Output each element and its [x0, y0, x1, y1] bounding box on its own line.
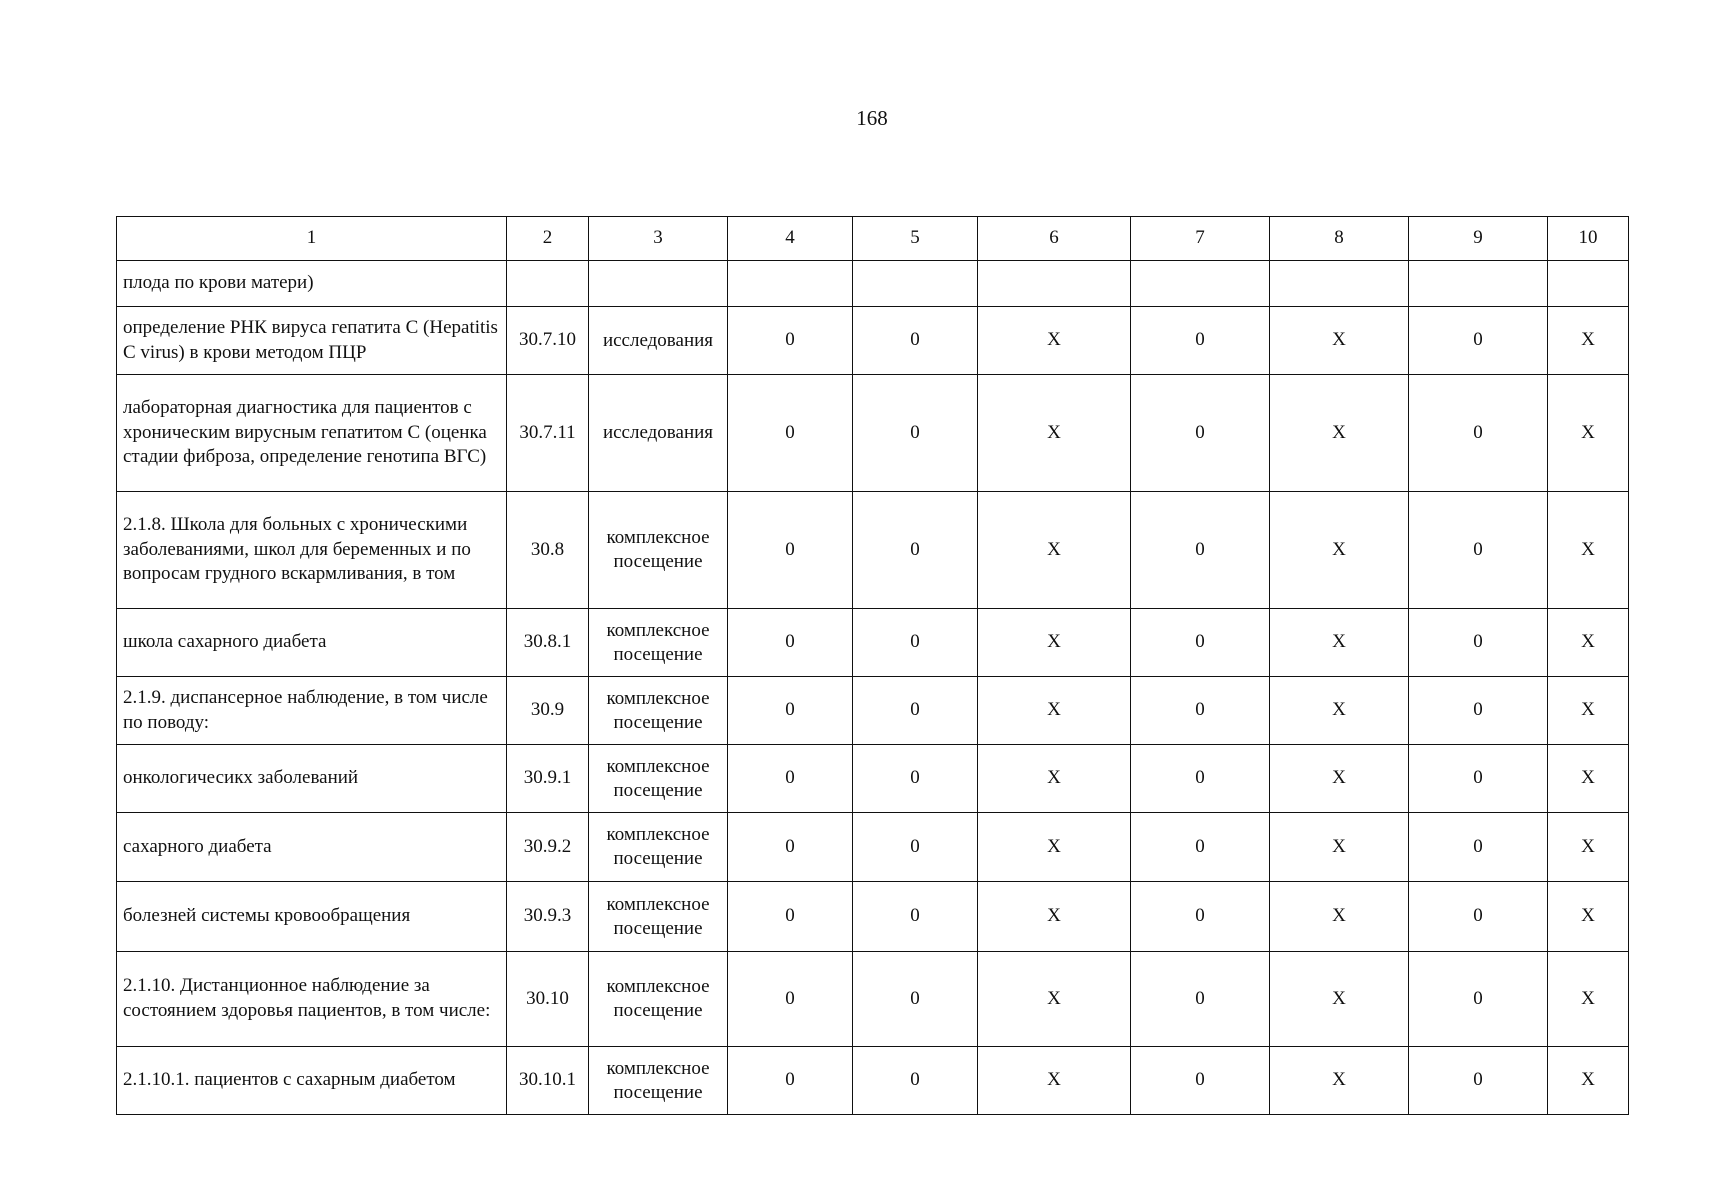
row-value-col9: 0 — [1409, 952, 1548, 1047]
row-name: сахарного диабета — [117, 813, 507, 882]
row-value-col9: 0 — [1409, 745, 1548, 813]
table-row — [117, 677, 1629, 745]
data-table — [116, 216, 1629, 1115]
row-name: 2.1.10. Дистанционное наблюдение за состоянием здоровья пациентов, в том числе: — [117, 952, 507, 1047]
header-cell-4: 4 — [728, 217, 853, 261]
row-value-col7 — [1131, 261, 1270, 307]
row-value-col8: X — [1270, 677, 1409, 745]
row-value-col6 — [978, 261, 1131, 307]
table-row — [117, 745, 1629, 813]
row-value-col9: 0 — [1409, 882, 1548, 952]
header-cell-8: 8 — [1270, 217, 1409, 261]
row-value-col10: X — [1548, 745, 1629, 813]
row-value-col10: X — [1548, 813, 1629, 882]
header-cell-9: 9 — [1409, 217, 1548, 261]
row-value-col8: X — [1270, 609, 1409, 677]
table-row — [117, 307, 1629, 375]
row-unit: комплексное посещение — [589, 952, 728, 1047]
row-unit: исследования — [589, 375, 728, 492]
row-value-col4: 0 — [728, 609, 853, 677]
row-code: 30.9 — [507, 677, 589, 745]
row-value-col4: 0 — [728, 375, 853, 492]
row-unit: комплексное посещение — [589, 882, 728, 952]
row-value-col7: 0 — [1131, 952, 1270, 1047]
table-row — [117, 492, 1629, 609]
row-code: 30.7.11 — [507, 375, 589, 492]
row-value-col6: X — [978, 745, 1131, 813]
row-value-col7: 0 — [1131, 375, 1270, 492]
row-value-col6: X — [978, 375, 1131, 492]
row-value-col6: X — [978, 307, 1131, 375]
row-name: плода по крови матери) — [117, 261, 507, 307]
row-unit: комплексное посещение — [589, 609, 728, 677]
header-cell-10: 10 — [1548, 217, 1629, 261]
row-value-col5: 0 — [853, 609, 978, 677]
header-cell-5: 5 — [853, 217, 978, 261]
row-value-col4 — [728, 261, 853, 307]
row-value-col5: 0 — [853, 745, 978, 813]
row-value-col8: X — [1270, 1047, 1409, 1115]
row-name: 2.1.8. Школа для больных с хроническими заболеваниями, школ для беременных и по вопросам грудного вскармливания, в том — [117, 492, 507, 609]
row-value-col6: X — [978, 813, 1131, 882]
row-value-col5: 0 — [853, 492, 978, 609]
row-code: 30.9.1 — [507, 745, 589, 813]
row-code: 30.10.1 — [507, 1047, 589, 1115]
row-value-col4: 0 — [728, 745, 853, 813]
row-value-col7: 0 — [1131, 307, 1270, 375]
row-value-col7: 0 — [1131, 1047, 1270, 1115]
row-value-col5: 0 — [853, 952, 978, 1047]
row-value-col4: 0 — [728, 882, 853, 952]
header-cell-3: 3 — [589, 217, 728, 261]
row-value-col7: 0 — [1131, 609, 1270, 677]
row-value-col8: X — [1270, 745, 1409, 813]
row-name: определение РНК вируса гепатита С (Hepatitis C virus) в крови методом ПЦР — [117, 307, 507, 375]
row-value-col10: X — [1548, 609, 1629, 677]
table-row — [117, 1047, 1629, 1115]
row-value-col8: X — [1270, 375, 1409, 492]
row-code: 30.8.1 — [507, 609, 589, 677]
row-value-col4: 0 — [728, 677, 853, 745]
row-value-col5: 0 — [853, 1047, 978, 1115]
row-value-col5: 0 — [853, 677, 978, 745]
row-value-col10: X — [1548, 882, 1629, 952]
row-value-col4: 0 — [728, 307, 853, 375]
row-value-col6: X — [978, 492, 1131, 609]
row-name: болезней системы кровообращения — [117, 882, 507, 952]
row-value-col4: 0 — [728, 813, 853, 882]
row-value-col7: 0 — [1131, 745, 1270, 813]
row-value-col10: X — [1548, 1047, 1629, 1115]
table-body — [117, 217, 1629, 1115]
row-name: школа сахарного диабета — [117, 609, 507, 677]
page-number: 168 — [856, 106, 888, 130]
row-value-col9: 0 — [1409, 492, 1548, 609]
header-cell-2: 2 — [507, 217, 589, 261]
row-value-col9: 0 — [1409, 1047, 1548, 1115]
row-value-col10: X — [1548, 677, 1629, 745]
row-value-col9: 0 — [1409, 813, 1548, 882]
row-value-col5 — [853, 261, 978, 307]
row-unit — [589, 261, 728, 307]
row-code — [507, 261, 589, 307]
row-value-col7: 0 — [1131, 677, 1270, 745]
table-row — [117, 952, 1629, 1047]
row-code: 30.9.3 — [507, 882, 589, 952]
row-code: 30.7.10 — [507, 307, 589, 375]
row-code: 30.9.2 — [507, 813, 589, 882]
row-value-col10: X — [1548, 492, 1629, 609]
row-value-col10: X — [1548, 952, 1629, 1047]
table-row — [117, 261, 1629, 307]
row-name: 2.1.9. диспансерное наблюдение, в том числе по поводу: — [117, 677, 507, 745]
row-value-col9: 0 — [1409, 307, 1548, 375]
row-code: 30.10 — [507, 952, 589, 1047]
row-value-col9: 0 — [1409, 375, 1548, 492]
row-value-col10: X — [1548, 375, 1629, 492]
row-value-col8 — [1270, 261, 1409, 307]
row-value-col9: 0 — [1409, 609, 1548, 677]
row-value-col6: X — [978, 677, 1131, 745]
row-value-col8: X — [1270, 492, 1409, 609]
row-value-col5: 0 — [853, 375, 978, 492]
header-cell-1: 1 — [117, 217, 507, 261]
table-row — [117, 882, 1629, 952]
row-unit: комплексное посещение — [589, 492, 728, 609]
row-value-col6: X — [978, 952, 1131, 1047]
row-unit: комплексное посещение — [589, 813, 728, 882]
row-value-col6: X — [978, 882, 1131, 952]
row-unit: исследования — [589, 307, 728, 375]
table-row — [117, 375, 1629, 492]
row-unit: комплексное посещение — [589, 745, 728, 813]
row-code: 30.8 — [507, 492, 589, 609]
row-value-col8: X — [1270, 952, 1409, 1047]
row-unit: комплексное посещение — [589, 677, 728, 745]
row-value-col9 — [1409, 261, 1548, 307]
row-value-col7: 0 — [1131, 882, 1270, 952]
row-value-col7: 0 — [1131, 813, 1270, 882]
row-value-col8: X — [1270, 813, 1409, 882]
row-value-col7: 0 — [1131, 492, 1270, 609]
header-row — [117, 217, 1629, 261]
row-value-col6: X — [978, 609, 1131, 677]
header-cell-7: 7 — [1131, 217, 1270, 261]
row-value-col8: X — [1270, 307, 1409, 375]
row-name: лабораторная диагностика для пациентов с хроническим вирусным гепатитом С (оценка стадии фиброза, определение генотипа ВГС) — [117, 375, 507, 492]
row-value-col8: X — [1270, 882, 1409, 952]
table-row — [117, 609, 1629, 677]
row-unit: комплексное посещение — [589, 1047, 728, 1115]
row-value-col4: 0 — [728, 492, 853, 609]
row-value-col9: 0 — [1409, 677, 1548, 745]
header-cell-6: 6 — [978, 217, 1131, 261]
row-value-col10: X — [1548, 307, 1629, 375]
row-value-col10 — [1548, 261, 1629, 307]
row-value-col5: 0 — [853, 882, 978, 952]
row-value-col5: 0 — [853, 813, 978, 882]
row-value-col6: X — [978, 1047, 1131, 1115]
row-name: 2.1.10.1. пациентов с сахарным диабетом — [117, 1047, 507, 1115]
row-value-col4: 0 — [728, 1047, 853, 1115]
row-value-col5: 0 — [853, 307, 978, 375]
table-row — [117, 813, 1629, 882]
row-name: онкологичесикх заболеваний — [117, 745, 507, 813]
row-value-col4: 0 — [728, 952, 853, 1047]
